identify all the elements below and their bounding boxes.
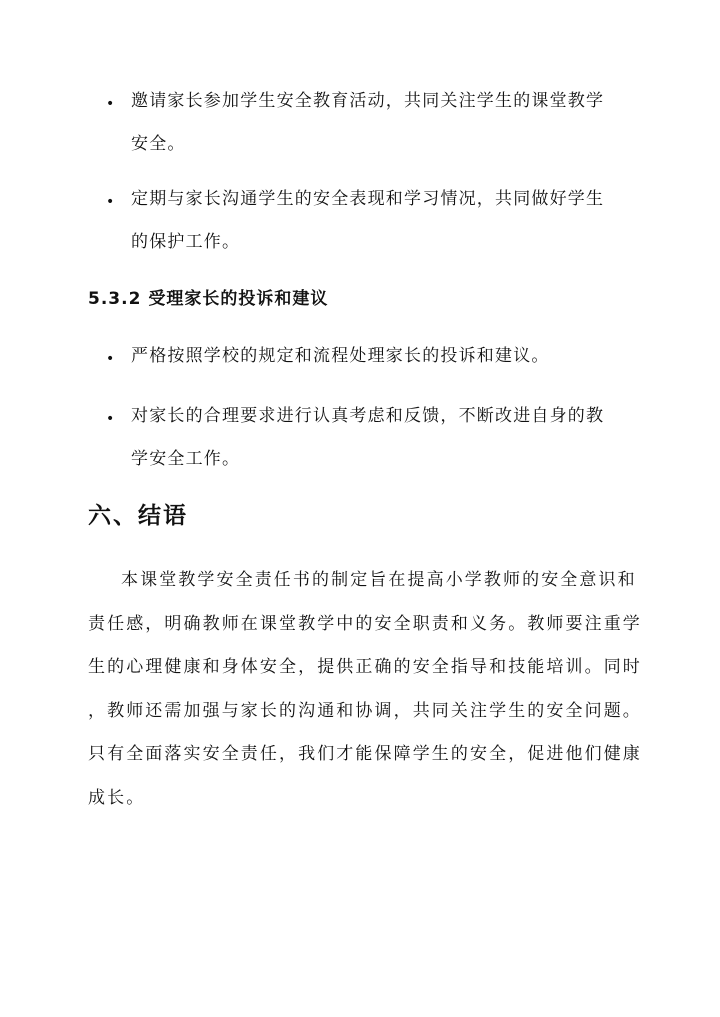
bullet-text-line: 对家长的合理要求进行认真考虑和反馈，不断改进自身的教 [131,406,605,426]
paragraph-line: 本课堂教学安全责任书的制定旨在提高小学教师的安全意识和 [121,570,637,590]
paragraph-line: 生的心理健康和身体安全，提供正确的安全指导和技能培训。同时 [88,657,642,677]
bullet-text-line: 定期与家长沟通学生的安全表现和学习情况，共同做好学生 [131,189,605,209]
bullet-text-line: 学安全工作。 [131,449,241,469]
subsection-heading: 5.3.2 受理家长的投诉和建议 [88,289,329,309]
bullet-text-line: 的保护工作。 [131,232,241,252]
bullet-marker: • [106,194,115,210]
bullet-marker: • [106,351,115,367]
paragraph-line: 成长。 [88,788,146,808]
bullet-marker: • [106,96,115,112]
bullet-text-line: 安全。 [131,134,186,154]
bullet-text-line: 严格按照学校的规定和流程处理家长的投诉和建议。 [131,346,550,366]
bullet-text-line: 邀请家长参加学生安全教育活动，共同关注学生的课堂教学 [131,91,605,111]
paragraph-line: ，教师还需加强与家长的沟通和协调，共同关注学生的安全问题。 [88,701,642,721]
paragraph-line: 只有全面落实安全责任，我们才能保障学生的安全，促进他们健康 [88,744,642,764]
section-heading: 六、结语 [88,503,188,529]
paragraph-line: 责任感，明确教师在课堂教学中的安全职责和义务。教师要注重学 [88,614,642,634]
bullet-marker: • [106,411,115,427]
